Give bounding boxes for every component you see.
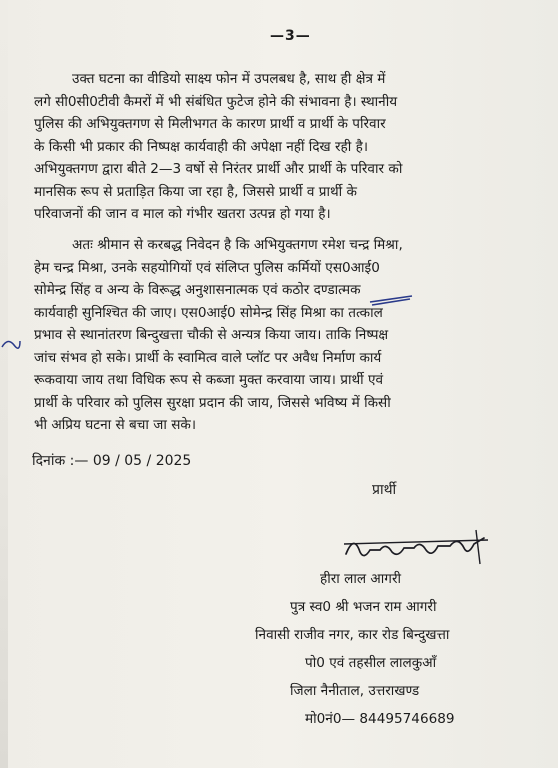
paragraph-line: के किसी भी प्रकार की निष्पक्ष कार्यवाही की अपेक्षा नहीं दिख रही है। <box>34 138 368 155</box>
paragraph-line: प्रभाव से स्थानांतरण बिन्दुखत्ता चौकी से अन्यत्र किया जाय। ताकि निष्पक्ष <box>34 327 389 343</box>
applicant-mobile: मो0नं0— 84495746689 <box>305 711 455 727</box>
handwritten-signature <box>340 524 490 570</box>
applicant-post: पो0 एवं तहसील लालकुऑं <box>305 655 437 671</box>
paragraph-line: मानसिक रूप से प्रताड़ित किया जा रहा है, जिससे प्रार्थी व प्रार्थी के <box>34 183 357 200</box>
handwritten-strike-mark <box>368 290 414 308</box>
paragraph-line: परिवाजनों की जान व माल को गंभीर खतरा उत्पन्न हो गया है। <box>34 206 331 222</box>
paragraph-evidence <box>34 68 528 226</box>
paragraph-line: रूकवाया जाय तथा विधिक रूप से कब्जा मुक्त करवाया जाय। प्रार्थी एवं <box>34 372 384 388</box>
paragraph-line: उक्त घटना का वीडियो साक्ष्य फोन में उपलबध है, साथ ही क्षेत्र में <box>72 71 386 87</box>
page-number: —3— <box>270 28 311 44</box>
applicant-district: जिला नैनीताल, उत्तराखण्ड <box>290 683 420 699</box>
paragraph-line: पुलिस की अभियुक्तगण से मिलीभगत के कारण प्रार्थी व प्रार्थी के परिवार <box>34 116 386 132</box>
applicant-address: निवासी राजीव नगर, कार रोड बिन्दुखत्ता <box>255 627 450 643</box>
paragraph-line: अभियुक्तगण द्वारा बीते 2—3 वर्षो से निरंतर प्रार्थी और प्रार्थी के परिवार को <box>34 161 403 177</box>
paragraph-request <box>34 234 528 437</box>
paragraph-line: भी अप्रिय घटना से बचा जा सके। <box>34 417 196 433</box>
date-line: दिनांक :— 09 / 05 / 2025 <box>32 453 192 469</box>
applicant-details <box>255 565 455 733</box>
paragraph-line: प्रार्थी के परिवार को पुलिस सुरक्षा प्रदान की जाय, जिससे भविष्य में किसी <box>34 394 391 411</box>
paragraph-line: हेम चन्द्र मिश्रा, उनके सहयोगियों एवं संलिप्त पुलिस कर्मियों एस0आई0 <box>34 259 380 276</box>
paragraph-line: कार्यवाही सुनिश्चित की जाए। एस0आई0 सोमेन्द्र सिंह मिश्रा का तत्काल <box>34 304 383 321</box>
applicant-name: हीरा लाल आगरी <box>320 571 402 587</box>
paragraph-line: सोमेन्द्र सिंह व अन्य के विरूद्ध अनुशासनात्मक एवं कठोर दण्डात्मक <box>34 282 361 298</box>
paragraph-line: लगे सी0सी0टीवी कैमरों में भी संबंधित फुटेज होने की संभावना है। स्थानीय <box>34 93 398 110</box>
paragraph-line: अतः श्रीमान से करबद्ध निवेदन है कि अभियुक्तगण रमेश चन्द्र मिश्रा, <box>72 237 403 253</box>
handwritten-margin-mark <box>0 333 22 353</box>
applicant-label: प्रार्थी <box>372 482 397 498</box>
paragraph-line: जांच संभव हो सके। प्रार्थी के स्वामित्व वाले प्लॉट पर अवैध निर्माण कार्य <box>34 349 382 366</box>
applicant-father: पुत्र स्व0 श्री भजन राम आगरी <box>290 599 437 615</box>
